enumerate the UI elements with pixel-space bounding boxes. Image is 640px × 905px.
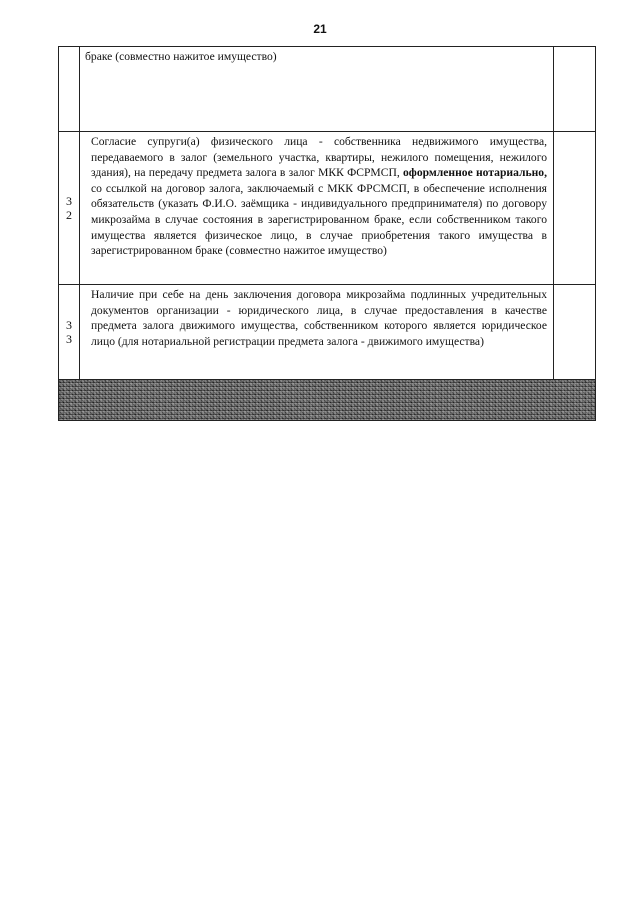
scan-noise-texture: [59, 380, 595, 420]
row-number-part: 2: [66, 208, 72, 222]
row-number-part: 3: [66, 332, 72, 346]
requirement-text-cell: [80, 132, 554, 285]
requirement-text: Наличие при себе на день заключения договора микрозайма подлинных учредительных документов организации - юридического лица, в случае предоставления в качестве предмета залога движимого имущества, собственником которого является юридическое лицо (для нотариальной регистрации предмета залога - движимого имущества): [91, 288, 547, 348]
requirement-text-cell: [80, 285, 554, 380]
table-row: [59, 132, 596, 285]
row-number-part: 3: [66, 318, 72, 332]
table-row: [59, 285, 596, 380]
page-number: 21: [313, 22, 327, 36]
requirement-text: Согласие супруги(а) физического лица - собственника недвижимого имущества, передаваемого в залог (земельного участка, квартиры, нежилого помещения, нежилого здания), на передачу предмета залога в залог МКК ФСРМСП,: [91, 135, 547, 180]
requirement-text: браке (совместно нажитое имущество): [85, 50, 277, 63]
requirements-table: [58, 46, 596, 421]
mark-cell: [554, 132, 596, 285]
table-row: [59, 47, 596, 132]
row-number-cell: [59, 285, 80, 380]
mark-cell: [554, 285, 596, 380]
requirement-text: со ссылкой на договор залога, заключаемый с МКК ФРСМСП, в обеспечение исполнения обязательств (указать Ф.И.О. заёмщика - индивидуального предпринимателя) по договору микрозайма в случае состояния в зарегистрированном браке, если собственником такого имущества является физическое лицо, в случае приобретения такого имущества в зарегистрированном браке (совместно нажитое имущество): [91, 181, 547, 258]
row-number-cell: [59, 47, 80, 132]
mark-cell: [554, 47, 596, 132]
requirement-text-bold: оформленное нотариально,: [403, 166, 547, 180]
redacted-scan-band: [59, 380, 596, 421]
row-number-part: 3: [66, 194, 72, 208]
redacted-scan-area: [59, 380, 596, 421]
requirement-text-cell: [80, 47, 554, 132]
row-number-cell: [59, 132, 80, 285]
